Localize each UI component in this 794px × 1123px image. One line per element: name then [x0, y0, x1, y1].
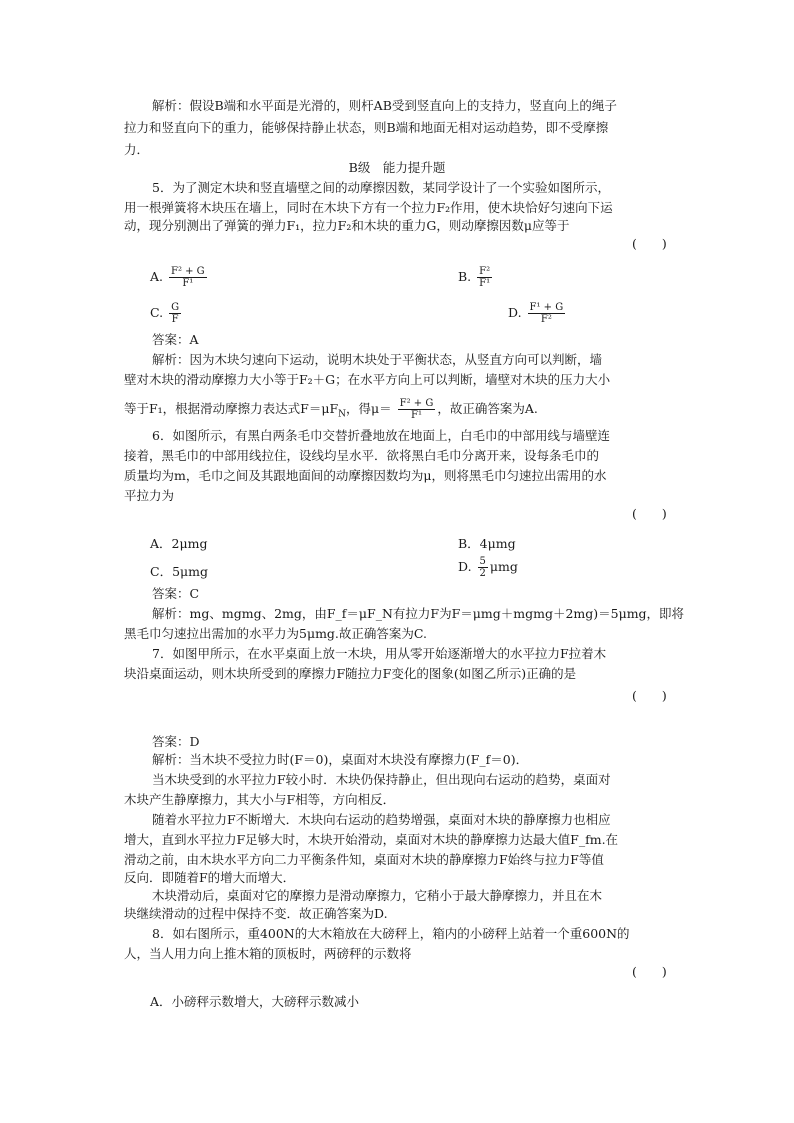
- question-6-line: 6．如图所示，有黑白两条毛巾交替折叠地放在地面上，白毛巾的中部用线与墙壁连: [152, 428, 610, 443]
- question-5-line: 用一根弹簧将木块压在墙上，同时在木块下方有一个拉力F₂作用，使木块恰好匀速向下运: [124, 200, 613, 215]
- explanation-line: 拉力和竖直向下的重力，能够保持静止状态，则B端和地面无相对运动趋势，即不受摩擦: [124, 120, 609, 135]
- question-6-line: 质量均为m，毛巾之间及其跟地面间的动摩擦因数均为μ，则将黑毛巾匀速拉出需用的水: [124, 468, 607, 483]
- fraction: $\frac{G}{F}$: [171, 302, 180, 325]
- answer-bracket: ( ): [632, 688, 667, 703]
- answer-6: 答案：C: [152, 586, 200, 601]
- fraction: $\frac{\text{F²}}{\text{F¹}}$: [479, 266, 491, 289]
- explanation-7-line: 滑动之前，由木块水平方向二力平衡条件知，桌面对木块的静摩擦力F始终与拉力F等值: [124, 852, 604, 867]
- option-5b: B. $\frac{\text{F²}}{\text{F¹}}$: [458, 266, 491, 289]
- explanation-line: 解析：假设B端和水平面是光滑的，则杆AB受到竖直向上的支持力，竖直向上的绳子: [152, 98, 617, 113]
- question-8-line: 人，当人用力向上推木箱的顶板时，两磅秤的示数将: [124, 946, 412, 961]
- explanation-7-line: 随着水平拉力F不断增大．木块向右运动的趋势增强，桌面对木块的静摩擦力也相应: [152, 812, 611, 827]
- option-5c: C. $\frac{G}{F}$: [150, 302, 180, 325]
- answer-bracket: ( ): [632, 236, 667, 251]
- explanation-5-line: 壁对木块的滑动摩擦力大小等于F₂＋G；在水平方向上可以判断，墙壁对木块的压力大小: [124, 372, 611, 387]
- explanation-7-line: 木块滑动后，桌面对它的摩擦力是滑动摩擦力，它稍小于最大静摩擦力，并且在木: [152, 888, 603, 903]
- option-6b: B．4μmg: [458, 536, 516, 551]
- explanation-line: 力．: [124, 142, 150, 157]
- explanation-5-line: 等于F₁，根据滑动摩擦力表达式$F=\mu F_N$，得μ＝ $\frac{\text{F² + G}}{\text{F¹}}$ ，故正确答案为A.: [124, 398, 538, 421]
- option-6c: C．5μmg: [150, 564, 208, 579]
- explanation-5-line: 解析：因为木块匀速向下运动，说明木块处于平衡状态，从竖直方向可以判断，墙: [152, 352, 603, 367]
- explanation-7-line: 反向．即随着F的增大而增大．: [124, 870, 296, 885]
- explanation-7-line: 增大，直到水平拉力F足够大时，木块开始滑动，桌面对木块的静摩擦力达最大值F_fm.在: [124, 832, 619, 847]
- question-7-line: 块沿桌面运动，则木块所受到的摩擦力F随拉力F变化的图象(如图乙所示)正确的是: [124, 666, 577, 681]
- fraction: $\frac{5}{2}$: [479, 556, 486, 579]
- explanation-6-line: 黑毛巾匀速拉出需加的水平力为5μmg.故正确答案为C.: [124, 626, 427, 641]
- option-5a: A. $\frac{\text{F² + G}}{\text{F¹}}$: [150, 266, 205, 289]
- fraction: $\frac{\text{F¹ + G}}{\text{F²}}$: [529, 302, 564, 325]
- explanation-7-line: 当木块受到的水平拉力F较小时．木块仍保持静止，但出现向右运动的趋势，桌面对: [152, 772, 611, 787]
- option-8a: A．小磅秤示数增大，大磅秤示数减小: [150, 994, 360, 1009]
- answer-5: 答案：A: [152, 332, 199, 347]
- fraction: $\frac{\text{F² + G}}{\text{F¹}}$: [171, 266, 205, 289]
- option-5d: D. $\frac{\text{F¹ + G}}{\text{F²}}$: [508, 302, 564, 325]
- explanation-7-line: 块继续滑动的过程中保持不变．故正确答案为D.: [124, 906, 388, 921]
- question-8-line: 8．如右图所示，重400N的大木箱放在大磅秤上，箱内的小磅秤上站着一个重600N的: [152, 926, 630, 941]
- explanation-7-line: 解析：当木块不受拉力时(F＝0)，桌面对木块没有摩擦力(F_f＝0)．: [152, 752, 529, 767]
- answer-bracket: ( ): [632, 964, 667, 979]
- option-6a: A．2μmg: [150, 536, 208, 551]
- question-5-line: 动，现分别测出了弹簧的弹力F₁，拉力F₂和木块的重力G，则动摩擦因数μ应等于: [124, 218, 570, 233]
- option-6d: D. $\frac{5}{2}$ μmg: [458, 556, 518, 579]
- question-6-line: 平拉力为: [124, 488, 175, 503]
- answer-7: 答案：D: [152, 734, 200, 749]
- question-5-line: 5．为了测定木块和竖直墙壁之间的动摩擦因数，某同学设计了一个实验如图所示，: [152, 180, 610, 195]
- explanation-7-line: 木块产生静摩擦力，其大小与F相等，方向相反．: [124, 792, 396, 807]
- explanation-6-line: 解析：mg、mgmg、2mg，由F_f＝μF_N有拉力F为F＝μmg＋mgmg＋2mg)＝5μmg，即将: [152, 606, 685, 621]
- question-7-line: 7．如图甲所示，在水平桌面上放一木块，用从零开始逐渐增大的水平拉力F拉着木: [152, 646, 607, 661]
- answer-bracket: ( ): [632, 506, 667, 521]
- fraction: $\frac{\text{F² + G}}{\text{F¹}}$: [399, 398, 434, 421]
- question-6-line: 接着，黑毛巾的中部用线拉住，设线均呈水平．欲将黑白毛巾分离开来，设每条毛巾的: [124, 448, 600, 463]
- section-heading: B级 能力提升题: [348, 160, 446, 175]
